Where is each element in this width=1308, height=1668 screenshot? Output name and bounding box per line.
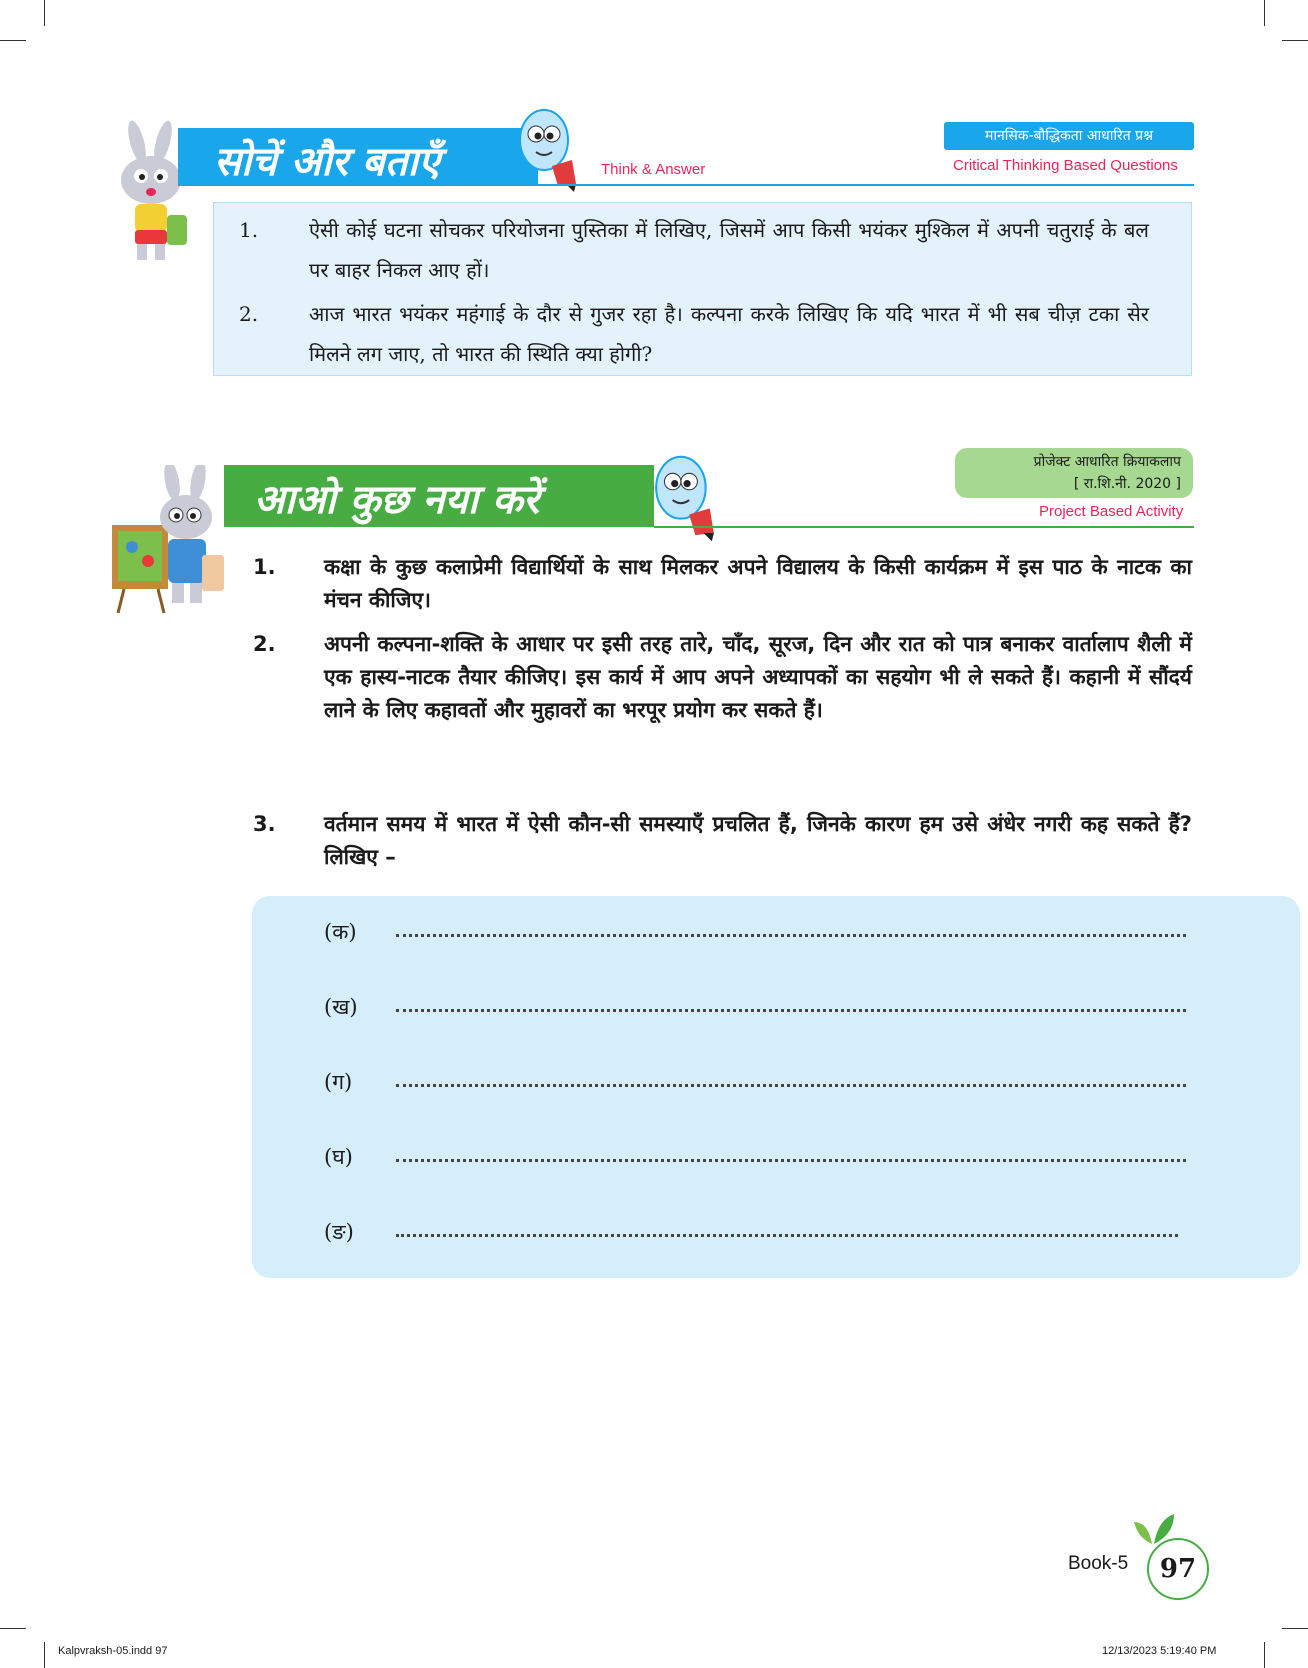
- activity-text: वर्तमान समय में भारत में ऐसी कौन-सी समस्याएँ प्रचलित हैं, जिनके कारण हम उसे अंधेर नगरी कह सकते हैं? लिखिए –: [324, 812, 1192, 869]
- answer-label: (ङ): [324, 1220, 354, 1244]
- pencil-mascot-icon: [514, 106, 580, 192]
- book-label: Book-5: [1068, 1553, 1129, 1574]
- project-activity-banner: [224, 465, 654, 527]
- dotted-line[interactable]: [396, 1009, 1186, 1012]
- answer-label: (ग): [324, 1070, 353, 1094]
- section-divider: [654, 526, 1194, 528]
- think-answer-banner: [178, 128, 538, 186]
- crop-mark: [44, 1642, 45, 1668]
- dotted-line[interactable]: [396, 1084, 1186, 1087]
- critical-thinking-tag: मानसिक-बौद्धिकता आधारित प्रश्न: [944, 122, 1194, 150]
- activity-number: 2.: [253, 632, 276, 656]
- critical-thinking-subtitle: Critical Thinking Based Questions: [953, 157, 1178, 174]
- crop-mark: [1264, 1642, 1265, 1668]
- section-title: आओ कुछ नया करें: [254, 477, 540, 523]
- crop-mark: [1282, 1628, 1308, 1629]
- question-text: आज भारत भयंकर महंगाई के दौर से गुजर रहा है। कल्पना करके लिखिए कि यदि भारत में भी सब चीज़ टका सेर मिलने लग जाए, तो भारत की स्थिति क्या होगी?: [309, 302, 1149, 366]
- crop-mark: [44, 0, 45, 26]
- crop-mark: [0, 1628, 26, 1629]
- page-number: 97: [1147, 1538, 1209, 1600]
- dotted-line[interactable]: [396, 1159, 1186, 1162]
- crop-mark: [1282, 40, 1308, 41]
- file-slug: Kalpvraksh-05.indd 97: [58, 1645, 168, 1657]
- project-activity-tag-line: प्रोजेक्ट आधारित क्रियाकलाप: [1033, 454, 1181, 470]
- project-activity-subtitle: Project Based Activity: [1039, 503, 1184, 520]
- rabbit-painter-mascot-icon: [110, 465, 228, 615]
- answer-label: (क): [324, 920, 357, 944]
- answer-label: (घ): [324, 1145, 353, 1169]
- crop-mark: [1264, 0, 1265, 26]
- question-text: ऐसी कोई घटना सोचकर परियोजना पुस्तिका में लिखिए, जिसमें आप किसी भयंकर मुश्किल में अपनी चतुराई के बल पर बाहर निकल आए हों।: [309, 218, 1149, 282]
- activity-text: अपनी कल्पना-शक्ति के आधार पर इसी तरह तारे, चाँद, सूरज, दिन और रात को पात्र बनाकर वार्तालाप शैली में एक हास्य-नाटक तैयार कीजिए। इस कार्य में आप अपने अध्यापकों का सहयोग भी ले सकते हैं। कहानी में सौंदर्य लाने के लिए कहावतों और मुहावरों का भरपूर प्रयोग कर सकते हैं।: [324, 632, 1192, 722]
- answer-box: [252, 896, 1300, 1278]
- print-datetime: 12/13/2023 5:19:40 PM: [1102, 1645, 1217, 1657]
- think-answer-subtitle: Think & Answer: [601, 161, 706, 178]
- pencil-mascot-icon: [650, 452, 718, 542]
- activity-text: कक्षा के कुछ कलाप्रेमी विद्यार्थियों के साथ मिलकर अपने विद्यालय के किसी कार्यक्रम में इस पाठ के नाटक का मंचन कीजिए।: [324, 555, 1192, 612]
- project-activity-tag: [955, 448, 1193, 498]
- crop-mark: [0, 40, 26, 41]
- activity-number: 3.: [253, 812, 276, 836]
- dotted-line[interactable]: [396, 934, 1186, 937]
- activity-number: 1.: [253, 555, 276, 579]
- dotted-line[interactable]: [396, 1234, 1178, 1237]
- section-title: सोचें और बताएँ: [214, 139, 441, 185]
- question-number: 1.: [239, 218, 259, 242]
- question-number: 2.: [239, 302, 259, 326]
- answer-label: (ख): [324, 995, 358, 1019]
- nep-reference: [ रा.शि.नी. 2020 ]: [1073, 476, 1181, 492]
- section-divider: [538, 184, 1194, 186]
